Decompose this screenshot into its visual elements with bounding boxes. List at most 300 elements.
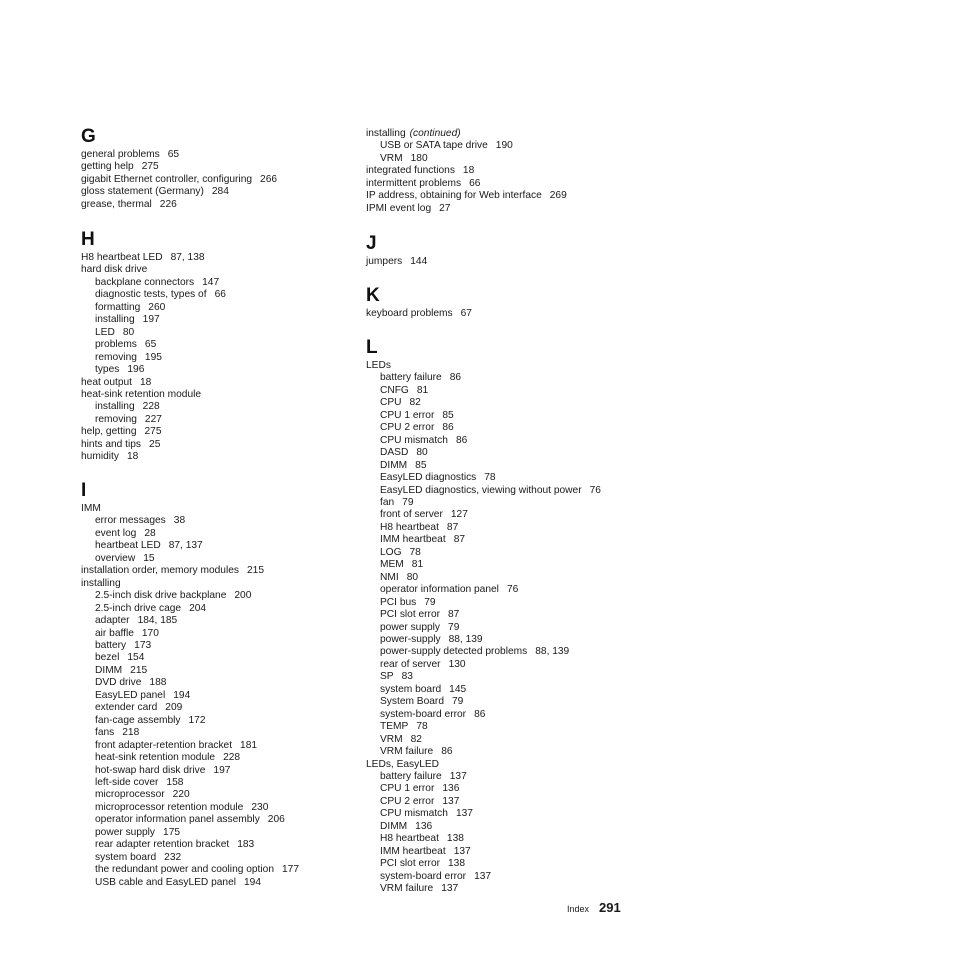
entry-term: DIMM: [380, 820, 408, 832]
index-subentry: [81, 603, 299, 615]
index-subentry: [81, 852, 299, 864]
index-entry: [81, 149, 277, 161]
index-letter-heading: G: [81, 126, 96, 147]
entry-term: EasyLED diagnostics, viewing without power: [380, 484, 582, 496]
entry-term: fan-cage assembly: [95, 714, 181, 726]
index-subentry: [81, 277, 226, 289]
entry-term: left-side cover: [95, 776, 159, 788]
entry-term: fans: [95, 727, 115, 739]
index-subentry: [366, 734, 601, 746]
entry-term: battery failure: [380, 372, 442, 384]
index-entry: [81, 264, 226, 276]
entry-page-ref: 79: [402, 496, 414, 508]
index-subentry: [81, 528, 299, 540]
entry-term: DVD drive: [95, 677, 142, 689]
entry-term: hot-swap hard disk drive: [95, 764, 206, 776]
entry-page-ref: 260: [148, 301, 166, 313]
index-subentry: [366, 410, 601, 422]
index-subentry: [81, 289, 226, 301]
index-entry: [81, 578, 299, 590]
entry-term: system board: [380, 683, 442, 695]
entry-term: CPU mismatch: [380, 808, 448, 820]
entry-term: DASD: [380, 447, 409, 459]
entry-page-ref: 138: [446, 833, 464, 845]
entry-page-ref: 65: [167, 149, 180, 160]
entry-page-ref: 220: [172, 789, 190, 801]
entry-term: rear of server: [380, 658, 441, 670]
entry-page-ref: 15: [143, 552, 155, 564]
entry-page-ref: 86: [455, 434, 468, 446]
entry-term: grease, thermal: [81, 198, 152, 210]
entry-page-ref: 137: [441, 883, 459, 895]
entry-page-ref: 228: [223, 752, 241, 764]
entry-term: PCI slot error: [380, 858, 441, 870]
index-subentry: [366, 572, 601, 584]
index-subentry: [81, 665, 299, 677]
entry-term: USB or SATA tape drive: [380, 140, 488, 152]
entry-term: event log: [95, 527, 137, 539]
entry-page-ref: 181: [240, 739, 258, 751]
entry-page-ref: 79: [424, 596, 436, 608]
entry-page-ref: 138: [448, 858, 466, 870]
entry-term: battery failure: [380, 770, 442, 782]
index-subentry: [366, 153, 567, 165]
entry-page-ref: 204: [189, 602, 207, 614]
index-group: [366, 128, 567, 215]
index-subentry: [366, 659, 601, 671]
entry-term: CPU 2 error: [380, 422, 435, 434]
entry-term: jumpers: [366, 256, 403, 267]
entry-page-ref: 86: [474, 708, 486, 720]
index-subentry: [366, 634, 601, 646]
index-subentry: [366, 783, 601, 795]
index-entry: [81, 426, 226, 438]
index-subentry: [81, 677, 299, 689]
entry-term: hints and tips: [81, 438, 142, 450]
entry-term: integrated functions: [366, 165, 455, 177]
entry-page-ref: 196: [127, 364, 145, 376]
entry-page-ref: 67: [460, 308, 472, 319]
page-number: 291: [599, 900, 621, 915]
entry-page-ref: 275: [141, 161, 159, 173]
index-subentry: [366, 721, 601, 733]
entry-page-ref: 194: [173, 689, 191, 701]
entry-term: extender card: [95, 702, 158, 714]
entry-page-ref: 188: [149, 677, 167, 689]
entry-page-ref: 85: [442, 409, 454, 421]
index-group: [366, 338, 601, 895]
entry-page-ref: 88, 139: [535, 646, 570, 658]
index-subentry: [81, 364, 226, 376]
index-subentry: [81, 640, 299, 652]
entry-page-ref: 144: [410, 256, 428, 267]
index-subentry: [366, 422, 601, 434]
index-subentry: [366, 609, 601, 621]
index-subentry: [81, 339, 226, 351]
entry-term: intermittent problems: [366, 177, 462, 189]
entry-page-ref: 88, 139: [448, 633, 483, 645]
continued-label: (continued): [409, 128, 461, 139]
index-entry: [366, 165, 567, 177]
entry-term: the redundant power and cooling option: [95, 864, 274, 876]
entry-term: VRM: [380, 152, 403, 164]
index-entry: [366, 128, 567, 140]
entry-term: removing: [95, 413, 137, 425]
index-entry: [81, 451, 226, 463]
entry-page-ref: 145: [449, 683, 467, 695]
index-subentry: [366, 534, 601, 546]
entry-term: VRM failure: [380, 746, 434, 758]
entry-page-ref: 66: [469, 177, 481, 189]
index-subentry: [366, 497, 601, 509]
entry-term: rear adapter retention bracket: [95, 839, 230, 851]
entry-term: types: [95, 364, 120, 376]
entry-term: help, getting: [81, 426, 137, 438]
entry-page-ref: 147: [202, 276, 220, 288]
index-subentry: [366, 821, 601, 833]
index-entry: [81, 389, 226, 401]
entry-term: H8 heartbeat: [380, 521, 439, 533]
entry-term: IPMI event log: [366, 202, 432, 214]
index-subentry: [366, 671, 601, 683]
index-subentry: [366, 385, 601, 397]
index-subentry: [81, 327, 226, 339]
index-entry: [366, 360, 601, 372]
index-subentry: [366, 796, 601, 808]
index-letter-heading: J: [366, 233, 377, 254]
entry-page-ref: 18: [139, 376, 152, 388]
entry-term: overview: [95, 552, 136, 564]
entry-term: IMM heartbeat: [380, 845, 446, 857]
entry-term: SP: [380, 671, 394, 683]
entry-term: removing: [95, 351, 137, 363]
entry-page-ref: 87, 137: [168, 540, 203, 552]
entry-page-ref: 78: [416, 721, 428, 733]
index-subentry: [366, 846, 601, 858]
entry-term: LOG: [380, 546, 402, 558]
entry-page-ref: 18: [126, 451, 139, 463]
index-group: [81, 127, 277, 211]
index-subentry: [81, 864, 299, 876]
index-subentry: [81, 777, 299, 789]
entry-page-ref: 180: [410, 152, 428, 164]
index-group: [81, 481, 299, 889]
entry-term: EasyLED panel: [95, 689, 166, 701]
entry-term: microprocessor retention module: [95, 801, 244, 813]
index-subentry: [81, 590, 299, 602]
entry-page-ref: 65: [144, 339, 157, 351]
entry-term: operator information panel: [380, 584, 499, 596]
entry-term: PCI bus: [380, 596, 417, 608]
entry-page-ref: 227: [144, 413, 162, 425]
entry-term: adapter: [95, 615, 130, 627]
index-entry: [81, 252, 226, 264]
index-subentry: [366, 472, 601, 484]
entry-term: EasyLED diagnostics: [380, 472, 477, 484]
index-subentry: [81, 540, 299, 552]
entry-term: gloss statement (Germany): [81, 186, 204, 198]
entry-page-ref: 87: [448, 609, 460, 621]
entry-page-ref: 195: [144, 351, 162, 363]
page-footer: [567, 900, 621, 917]
index-subentry: [81, 802, 299, 814]
index-subentry: [366, 140, 567, 152]
index-subentry: [366, 646, 601, 658]
index-subentry: [81, 515, 299, 527]
index-subentry: [81, 814, 299, 826]
entry-term: heat output: [81, 376, 132, 388]
entry-term: power supply: [380, 621, 441, 633]
entry-term: CPU: [380, 397, 402, 409]
entry-page-ref: 230: [251, 801, 269, 813]
entry-page-ref: 228: [142, 401, 160, 413]
entry-page-ref: 18: [462, 165, 475, 177]
index-subentry: [366, 709, 601, 721]
entry-term: DIMM: [380, 459, 408, 471]
entry-term: problems: [95, 339, 137, 351]
index-entry: [366, 308, 472, 320]
entry-term: VRM failure: [380, 883, 434, 895]
entry-term: humidity: [81, 451, 119, 463]
index-subentry: [81, 877, 299, 889]
entry-term: 2.5-inch disk drive backplane: [95, 590, 227, 602]
index-subentry: [81, 314, 226, 326]
entry-term: general problems: [81, 149, 160, 160]
entry-page-ref: 136: [442, 783, 460, 795]
index-subentry: [366, 447, 601, 459]
entry-page-ref: 86: [442, 422, 454, 434]
entry-term: LEDs: [366, 360, 391, 371]
index-subentry: [366, 771, 601, 783]
index-subentry: [366, 435, 601, 447]
entry-page-ref: 127: [450, 509, 468, 521]
entry-page-ref: 269: [549, 190, 567, 202]
entry-page-ref: 87, 138: [170, 252, 205, 263]
entry-term: LED: [95, 326, 115, 338]
index-subentry: [366, 397, 601, 409]
index-subentry: [81, 727, 299, 739]
entry-page-ref: 173: [134, 639, 152, 651]
index-subentry: [81, 690, 299, 702]
entry-page-ref: 86: [441, 746, 453, 758]
entry-page-ref: 27: [439, 202, 451, 214]
entry-term: LEDs, EasyLED: [366, 758, 440, 770]
entry-term: IMM: [81, 503, 101, 514]
index-entry: [366, 190, 567, 202]
entry-term: power-supply detected problems: [380, 646, 528, 658]
entry-page-ref: 284: [211, 186, 229, 198]
entry-page-ref: 137: [455, 808, 473, 820]
index-subentry: [366, 522, 601, 534]
entry-term: front adapter-retention bracket: [95, 739, 233, 751]
entry-page-ref: 137: [474, 870, 492, 882]
entry-page-ref: 177: [281, 864, 299, 876]
index-entry: [81, 174, 277, 186]
index-entry: [366, 759, 601, 771]
index-subentry: [81, 414, 226, 426]
index-group: [366, 234, 427, 268]
index-entry: [81, 161, 277, 173]
index-subentry: [81, 789, 299, 801]
index-entry: [366, 203, 567, 215]
entry-page-ref: 137: [453, 845, 471, 857]
index-subentry: [81, 553, 299, 565]
index-subentry: [366, 559, 601, 571]
entry-page-ref: 158: [166, 776, 184, 788]
entry-term: H8 heartbeat LED: [81, 252, 163, 263]
entry-term: diagnostic tests, types of: [95, 289, 207, 301]
entry-term: installing: [95, 401, 135, 413]
entry-page-ref: 275: [144, 426, 162, 438]
entry-term: System Board: [380, 696, 444, 708]
entry-term: system-board error: [380, 870, 467, 882]
index-subentry: [366, 509, 601, 521]
entry-page-ref: 28: [144, 527, 156, 539]
index-group: [81, 230, 226, 464]
index-subentry: [81, 752, 299, 764]
index-subentry: [81, 302, 226, 314]
index-subentry: [366, 808, 601, 820]
entry-page-ref: 194: [244, 876, 262, 888]
entry-page-ref: 197: [213, 764, 231, 776]
entry-term: gigabit Ethernet controller, configuring: [81, 173, 253, 185]
footer-label: Index: [567, 904, 590, 914]
entry-term: installing: [95, 314, 135, 326]
index-subentry: [81, 765, 299, 777]
entry-page-ref: 170: [141, 627, 159, 639]
index-subentry: [366, 622, 601, 634]
entry-term: power-supply: [380, 633, 441, 645]
entry-term: installing: [81, 577, 121, 589]
index-subentry: [366, 597, 601, 609]
entry-term: IP address, obtaining for Web interface: [366, 190, 542, 202]
entry-page-ref: 86: [449, 372, 462, 384]
entry-term: installation order, memory modules: [81, 565, 239, 577]
entry-term: PCI slot error: [380, 609, 441, 621]
index-subentry: [81, 839, 299, 851]
entry-term: power supply: [95, 826, 156, 838]
entry-page-ref: 79: [451, 696, 464, 708]
entry-page-ref: 82: [409, 397, 421, 409]
entry-page-ref: 200: [234, 590, 252, 602]
entry-term: keyboard problems: [366, 308, 453, 319]
entry-term: hard disk drive: [81, 264, 148, 276]
entry-page-ref: 232: [164, 851, 182, 863]
entry-page-ref: 218: [122, 727, 140, 739]
index-subentry: [81, 827, 299, 839]
entry-page-ref: 172: [188, 714, 206, 726]
entry-page-ref: 25: [149, 438, 161, 450]
index-subentry: [366, 746, 601, 758]
entry-term: CNFG: [380, 384, 409, 396]
entry-term: CPU 1 error: [380, 783, 435, 795]
entry-page-ref: 136: [415, 820, 433, 832]
entry-page-ref: 206: [267, 814, 285, 826]
index-group: [366, 286, 472, 320]
entry-page-ref: 154: [127, 652, 145, 664]
entry-term: USB cable and EasyLED panel: [95, 876, 237, 888]
entry-page-ref: 226: [159, 198, 177, 210]
entry-page-ref: 82: [410, 733, 422, 745]
entry-term: backplane connectors: [95, 276, 195, 288]
entry-page-ref: 175: [163, 826, 181, 838]
entry-page-ref: 83: [401, 671, 413, 683]
entry-page-ref: 137: [442, 795, 460, 807]
index-entry: [366, 178, 567, 190]
entry-term: formatting: [95, 301, 141, 313]
entry-term: 2.5-inch drive cage: [95, 602, 182, 614]
entry-page-ref: 80: [122, 326, 135, 338]
index-subentry: [366, 547, 601, 559]
entry-page-ref: 197: [142, 314, 160, 326]
entry-page-ref: 80: [406, 571, 419, 583]
entry-term: TEMP: [380, 721, 409, 733]
index-subentry: [81, 401, 226, 413]
index-subentry: [366, 833, 601, 845]
entry-page-ref: 137: [449, 770, 467, 782]
index-subentry: [366, 871, 601, 883]
entry-page-ref: 87: [453, 534, 466, 546]
entry-page-ref: 80: [416, 447, 428, 459]
entry-term: heat-sink retention module: [81, 388, 202, 400]
index-letter-heading: I: [81, 480, 87, 501]
entry-term: front of server: [380, 509, 443, 521]
index-subentry: [81, 652, 299, 664]
index-entry: [366, 256, 427, 268]
entry-term: system-board error: [380, 708, 467, 720]
entry-page-ref: 183: [237, 839, 255, 851]
index-subentry: [81, 715, 299, 727]
entry-term: CPU 2 error: [380, 795, 435, 807]
entry-term: bezel: [95, 652, 120, 664]
entry-page-ref: 78: [484, 472, 496, 484]
entry-term: air baffle: [95, 627, 134, 639]
entry-page-ref: 215: [130, 664, 148, 676]
index-subentry: [81, 740, 299, 752]
entry-term: CPU 1 error: [380, 409, 435, 421]
entry-page-ref: 78: [409, 546, 421, 558]
entry-page-ref: 38: [173, 515, 186, 527]
index-subentry: [366, 696, 601, 708]
index-subentry: [366, 584, 601, 596]
entry-term: getting help: [81, 161, 134, 173]
entry-term: microprocessor: [95, 789, 165, 801]
entry-term: CPU mismatch: [380, 434, 448, 446]
entry-term: IMM heartbeat: [380, 534, 446, 546]
entry-term: H8 heartbeat: [380, 833, 439, 845]
index-subentry: [81, 352, 226, 364]
index-subentry: [366, 372, 601, 384]
index-subentry: [366, 883, 601, 895]
index-entry: [81, 503, 299, 515]
index-subentry: [366, 485, 601, 497]
entry-term: battery: [95, 639, 127, 651]
entry-term: system board: [95, 851, 157, 863]
entry-page-ref: 266: [260, 173, 278, 185]
entry-term: VRM: [380, 733, 403, 745]
index-subentry: [81, 628, 299, 640]
entry-page-ref: 79: [448, 621, 460, 633]
entry-page-ref: 76: [589, 484, 601, 496]
index-entry: [81, 377, 226, 389]
index-entry: [81, 199, 277, 211]
index-subentry: [366, 460, 601, 472]
index-letter-heading: K: [366, 285, 380, 306]
index-letter-heading: H: [81, 229, 95, 250]
entry-term: installing: [366, 128, 406, 139]
entry-term: heat-sink retention module: [95, 752, 216, 764]
entry-page-ref: 87: [446, 521, 459, 533]
